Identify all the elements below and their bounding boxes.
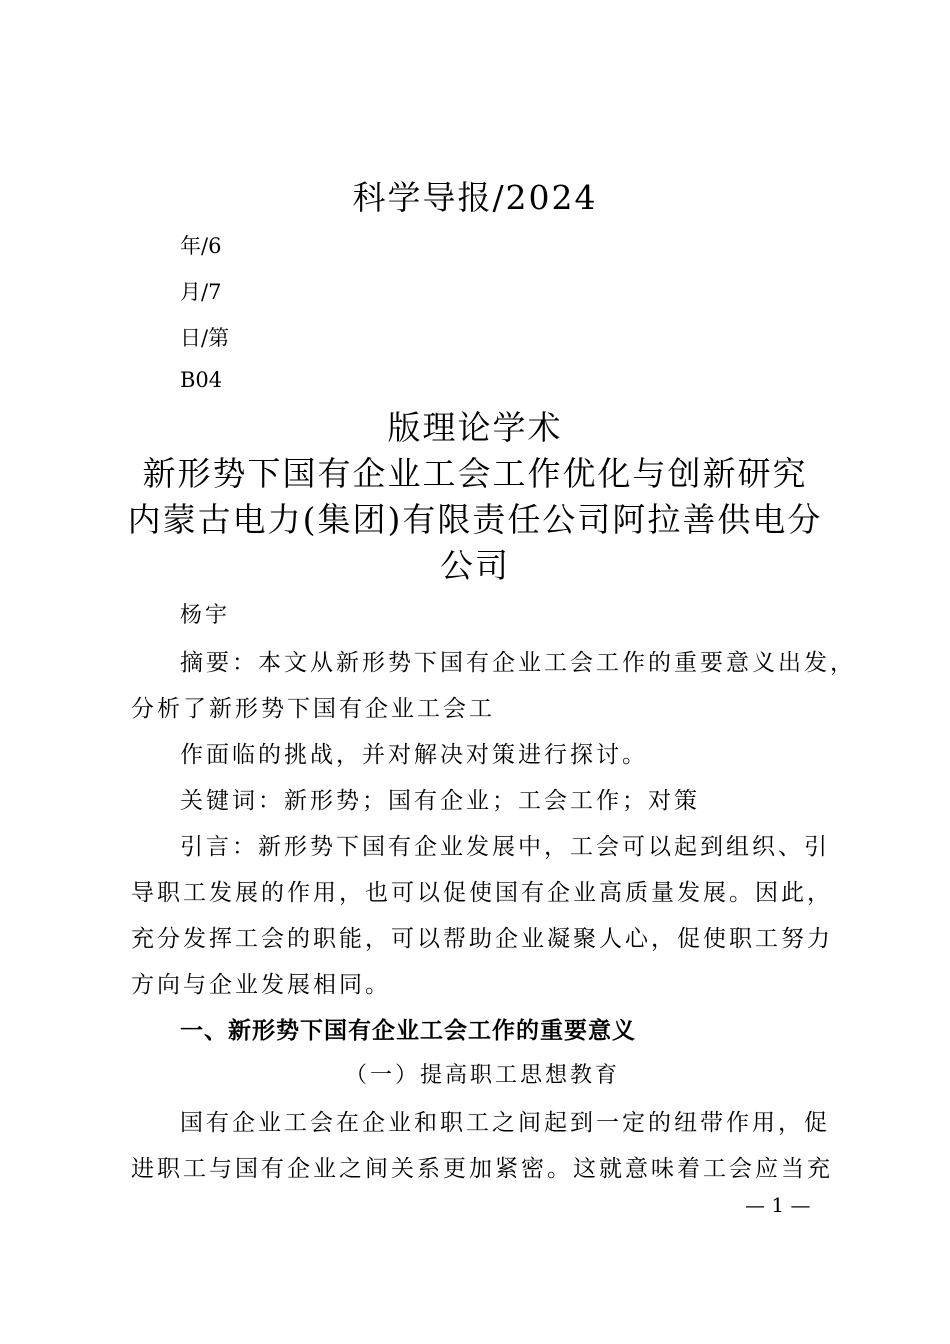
meta-year: 年/6	[180, 234, 222, 258]
masthead-title: 科学导报/2024	[352, 178, 598, 217]
intro-line-3: 充分发挥工会的职能，可以帮助企业凝聚人心，促使职工努力	[131, 926, 833, 952]
meta-month: 月/7	[180, 280, 222, 304]
intro-line-4: 方向与企业发展相同。	[131, 972, 391, 998]
keywords: 关键词：新形势；国有企业；工会工作；对策	[180, 788, 700, 814]
article-title-line-1: 新形势下国有企业工会工作优化与创新研究	[142, 454, 808, 493]
page-number: — 1 —	[745, 1193, 811, 1217]
body-line-2: 进职工与国有企业之间关系更加紧密。这就意味着工会应当充	[131, 1156, 833, 1182]
meta-page-code: B04	[180, 368, 223, 392]
body-line-1: 国有企业工会在企业和职工之间起到一定的纽带作用，促	[180, 1110, 830, 1136]
intro-line-1: 引言：新形势下国有企业发展中，工会可以起到组织、引	[180, 834, 830, 860]
section-heading-1: 一、新形势下国有企业工会工作的重要意义	[180, 1018, 636, 1044]
abstract-line-1: 摘要：本文从新形势下国有企业工会工作的重要意义出发，	[180, 650, 856, 676]
abstract-line-2: 分析了新形势下国有企业工会工	[131, 696, 495, 722]
article-title-line-3: 公司	[440, 546, 510, 585]
subsection-heading-1: （一）提高职工思想教育	[344, 1063, 620, 1088]
intro-line-2: 导职工发展的作用，也可以促使国有企业高质量发展。因此，	[131, 880, 833, 906]
article-title-line-2: 内蒙古电力(集团)有限责任公司阿拉善供电分	[127, 500, 823, 539]
section-label: 版理论学术	[387, 408, 563, 447]
abstract-line-3: 作面临的挑战，并对解决对策进行探讨。	[180, 742, 648, 768]
meta-day: 日/第	[180, 326, 230, 350]
author: 杨宇	[180, 603, 231, 628]
